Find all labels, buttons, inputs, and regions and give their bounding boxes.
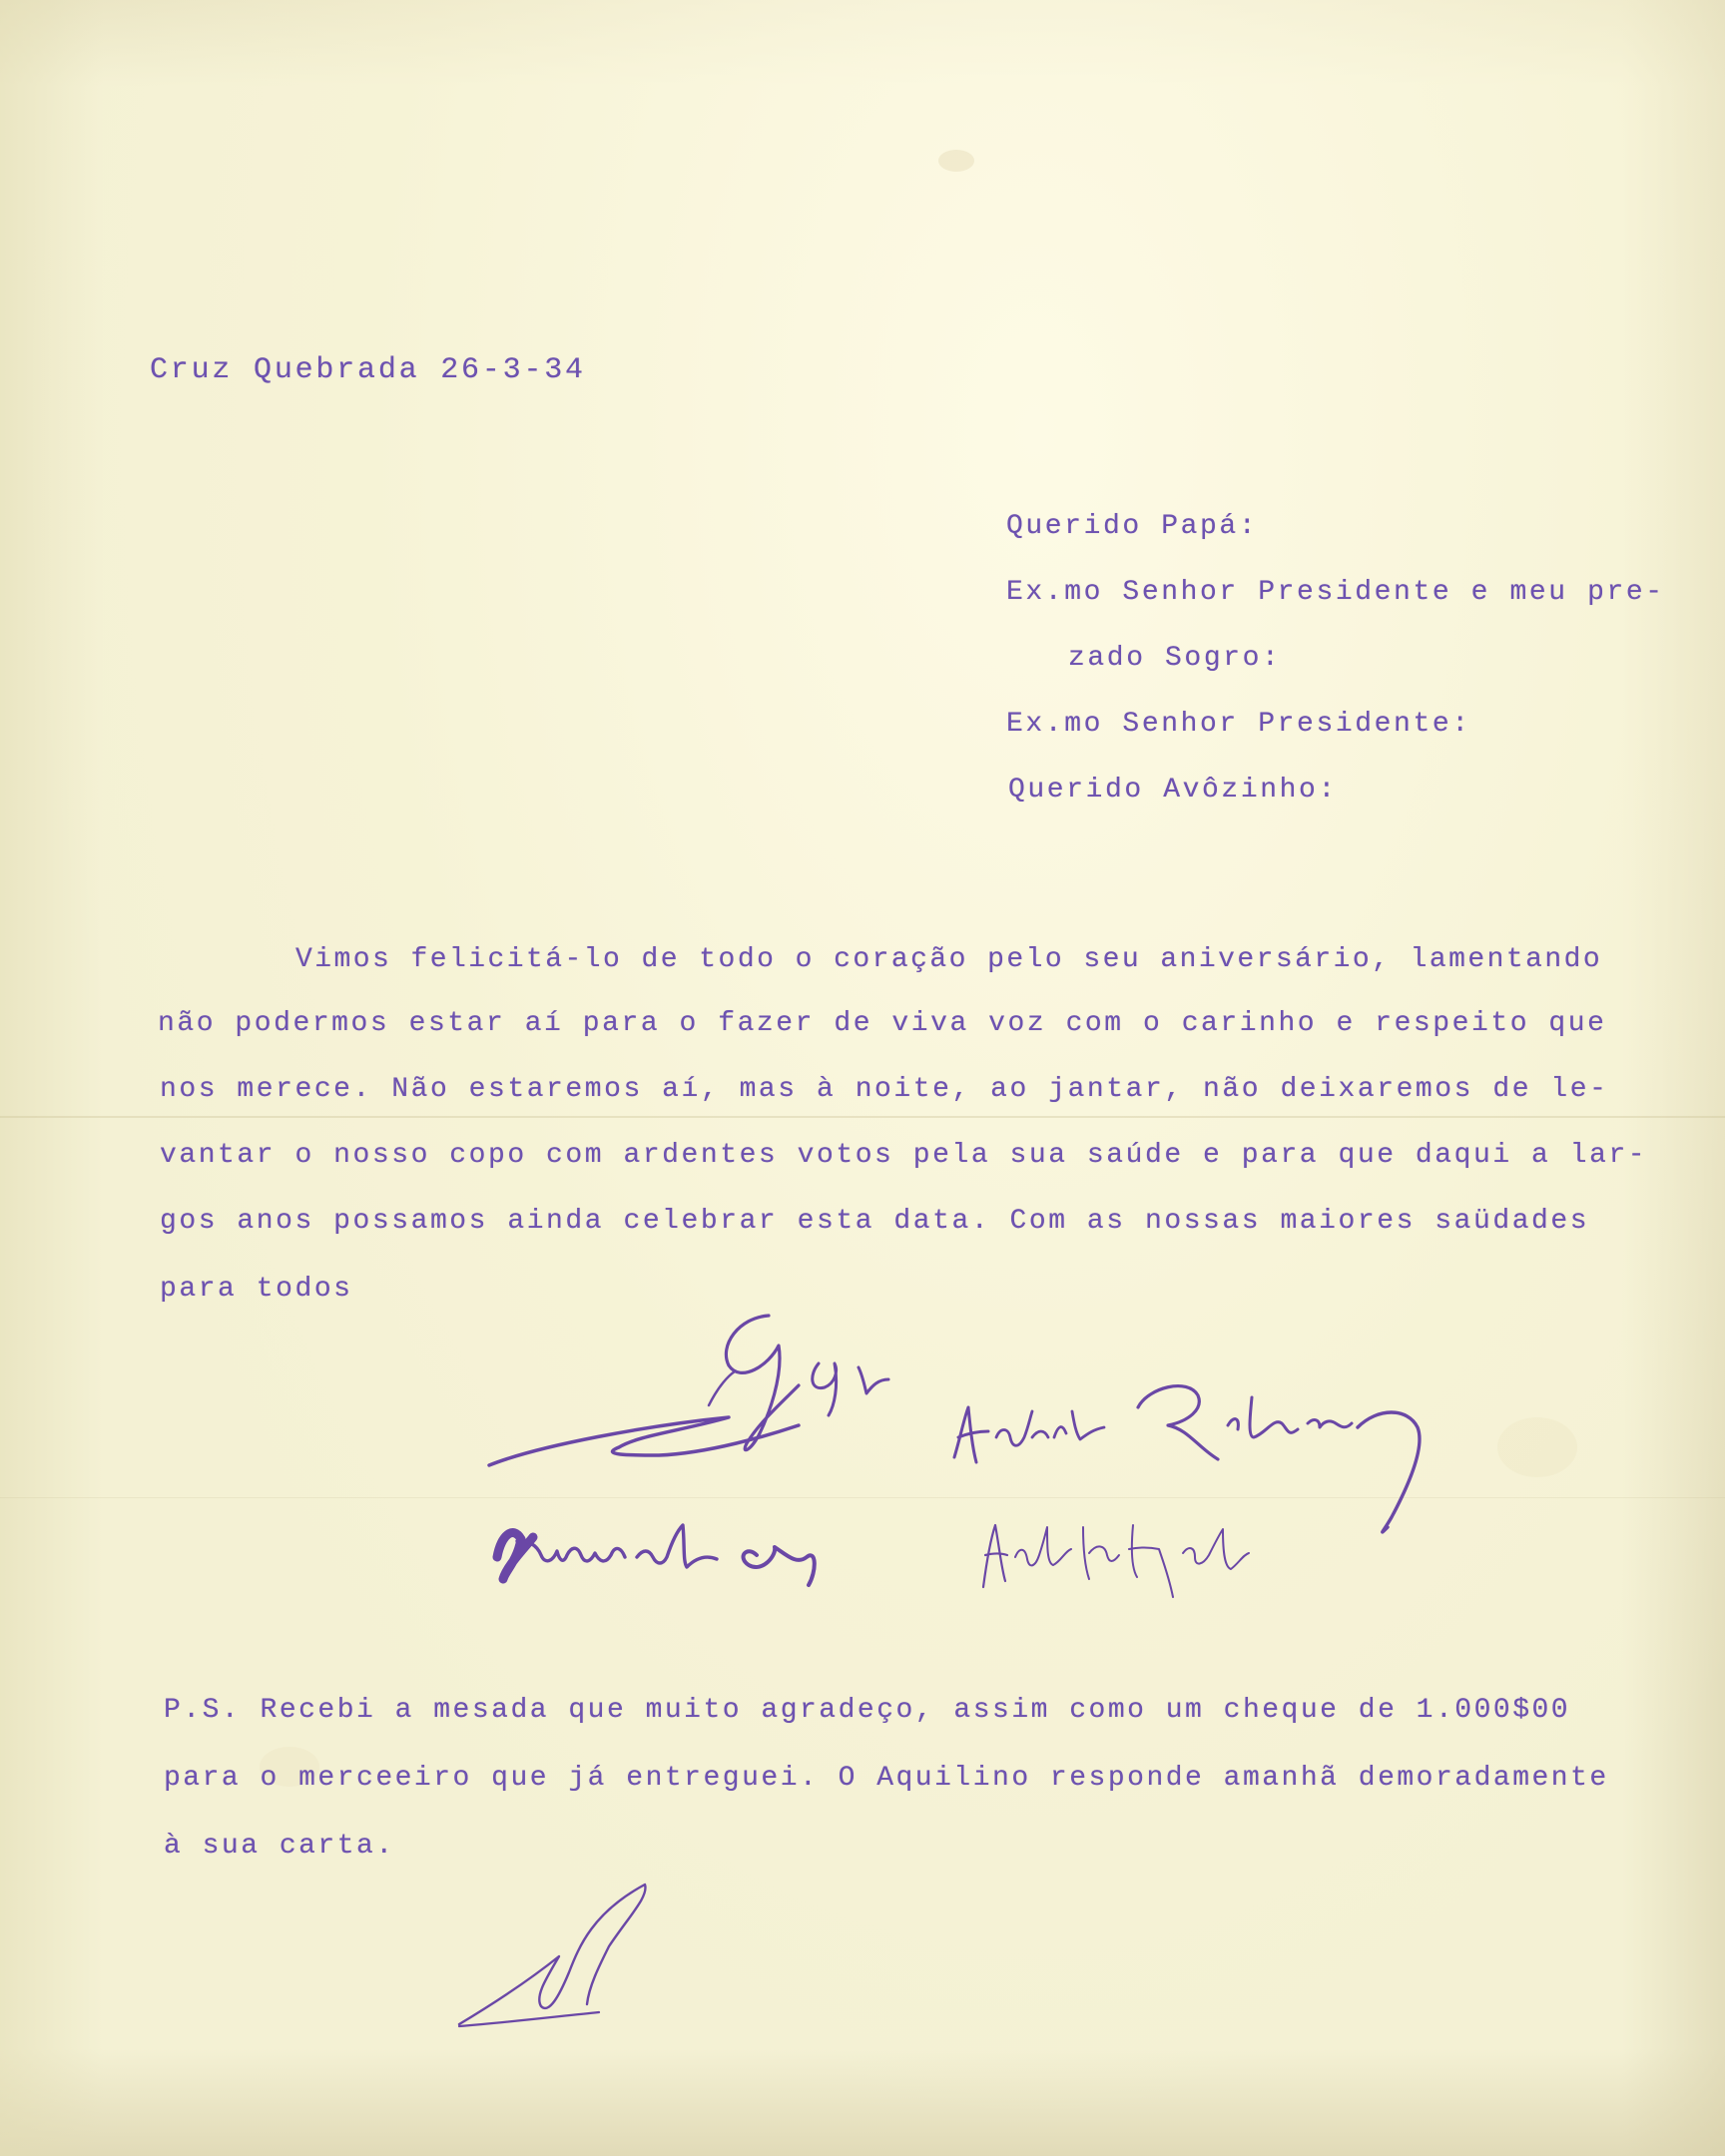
paper-fold (0, 1116, 1725, 1118)
paper-stain (1497, 1417, 1577, 1477)
salutation-presidente-sogro: Ex.mo Senhor Presidente e meu pre- (1006, 577, 1665, 608)
body-line: gos anos possamos ainda celebrar esta data. Com as nossas maiores saüdades (160, 1206, 1590, 1237)
salutation-presidente-sogro-cont: zado Sogro: (1068, 643, 1282, 674)
body-line: para todos (160, 1274, 353, 1305)
signature-gigi (479, 1306, 918, 1485)
paper-stain (938, 150, 974, 172)
date-line: Cruz Quebrada 26-3-34 (150, 353, 586, 387)
body-line: vantar o nosso copo com ardentes votos pela sua saúde e para que daqui a lar- (160, 1140, 1648, 1171)
postscript-line: para o merceeiro que já entreguei. O Aquilino responde amanhã demoradamente (164, 1763, 1609, 1794)
postscript-line: P.S. Recebi a mesada que muito agradeço, assim como um cheque de 1.000$00 (164, 1695, 1571, 1726)
body-line: Vimos felicitá-lo de todo o coração pelo seu aniversário, lamentando (295, 944, 1603, 975)
postscript-initial-signature (449, 1877, 669, 2036)
body-line: não podermos estar aí para o fazer de viva voz com o carinho e respeito que (158, 1008, 1607, 1039)
salutation-presidente: Ex.mo Senhor Presidente: (1006, 709, 1471, 740)
body-line: nos merece. Não estaremos aí, mas à noite, ao jantar, não deixaremos de le- (160, 1074, 1609, 1105)
signature-nininha (487, 1495, 886, 1605)
postscript-line: à sua carta. (164, 1831, 395, 1862)
salutation-papa: Querido Papá: (1006, 511, 1259, 542)
signature-anibal (973, 1497, 1273, 1607)
salutation-avozinho: Querido Avôzinho: (1008, 775, 1338, 806)
